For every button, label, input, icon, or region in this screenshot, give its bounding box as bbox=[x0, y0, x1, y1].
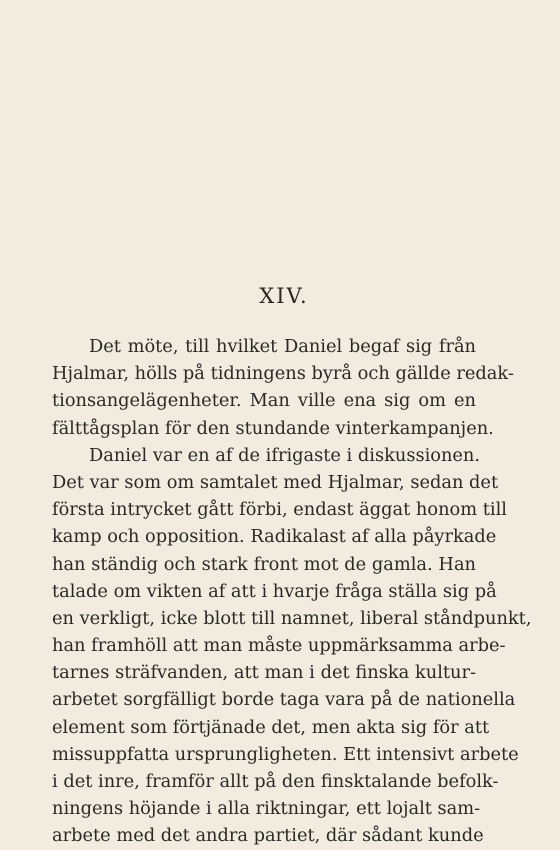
text-line: han framhöll att man måste uppmärksamma arbe- bbox=[52, 635, 506, 657]
text-line: Hjalmar, hölls på tidningens byrå och gällde redak- bbox=[52, 363, 514, 385]
text-line: i det inre, framför allt på den finsktalande befolk- bbox=[52, 771, 499, 792]
text-line: en verkligt, icke blott till namnet, liberal ståndpunkt, bbox=[52, 607, 532, 629]
text-line: element som förtjänade det, men akta sig för att bbox=[52, 716, 490, 738]
text-line: fälttågsplan för den stundande vinterkampanjen. bbox=[52, 417, 494, 439]
text-line: Det möte, till hvilket Daniel begaf sig från bbox=[89, 336, 476, 357]
text-line: tarnes sträfvanden, att man i det finska kultur- bbox=[52, 662, 476, 684]
text-line: ningens höjande i alla riktningar, ett lojalt sam- bbox=[52, 798, 481, 820]
text-line: missuppfatta ursprungligheten. Ett intensivt arbete bbox=[52, 743, 519, 765]
text-line: Det var som om samtalet med Hjalmar, sedan det bbox=[52, 471, 499, 493]
chapter-heading: XIV. bbox=[259, 284, 309, 308]
text-line: första intrycket gått förbi, endast äggat honom till bbox=[52, 499, 507, 521]
text-line: Daniel var en af de ifrigaste i diskussionen. bbox=[89, 444, 481, 466]
text-line: han ständig och stark front mot de gamla. Han bbox=[52, 553, 476, 575]
text-line: tionsangelägenheter. Man ville ena sig om en bbox=[52, 390, 476, 412]
text-line: arbetet sorgfälligt borde taga vara på de nationella bbox=[52, 689, 516, 711]
text-line: arbete med det andra partiet, där sådant kunde bbox=[52, 825, 484, 847]
text-line: kamp och opposition. Radikalast af alla påyrkade bbox=[52, 526, 497, 548]
text-line: talade om vikten af att i hvarje fråga ställa sig på bbox=[52, 580, 497, 602]
body-text bbox=[52, 333, 532, 850]
